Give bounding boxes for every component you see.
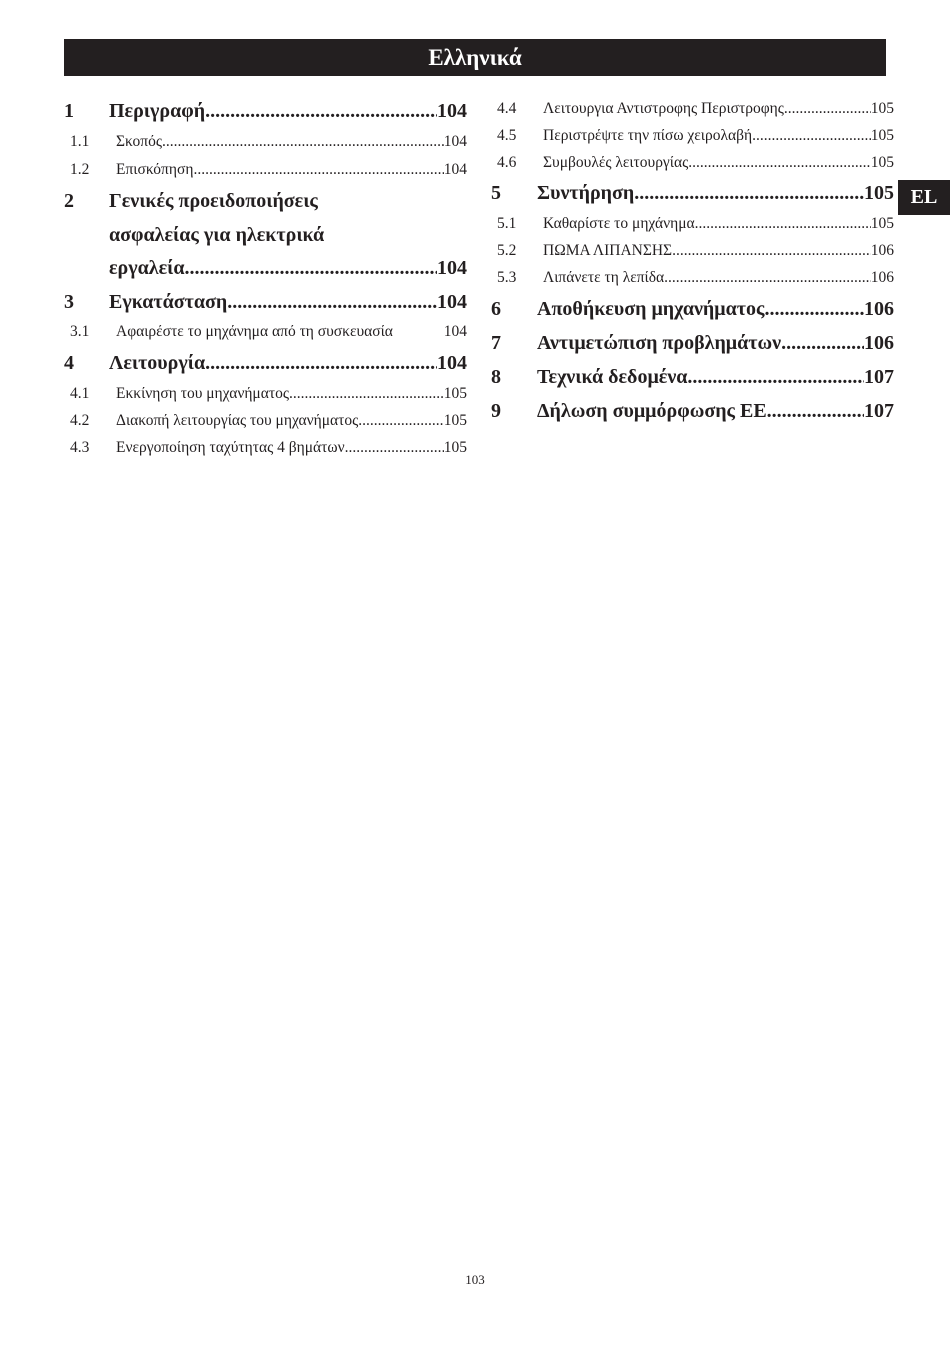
toc-entry-title: Διακοπή λειτουργίας του μηχανήματος bbox=[116, 412, 359, 429]
dot-leader bbox=[752, 124, 871, 148]
dot-leader bbox=[162, 130, 444, 154]
dot-leader bbox=[764, 294, 864, 324]
toc-entry-page: 105 bbox=[870, 154, 894, 171]
toc-entry-number: 1 bbox=[64, 100, 74, 122]
toc-entry-page: 106 bbox=[864, 332, 894, 354]
toc-entry-title: Αντιμετώπιση προβλημάτων bbox=[537, 332, 782, 354]
dot-leader bbox=[634, 178, 864, 208]
toc-entry-page: 107 bbox=[864, 366, 894, 388]
toc-entry-title: Αποθήκευση μηχανήματος bbox=[537, 298, 765, 320]
toc-entry-title: Εκκίνηση του μηχανήματος bbox=[116, 385, 289, 402]
toc-entry-page: 105 bbox=[870, 215, 894, 232]
toc-entry-page: 105 bbox=[870, 127, 894, 144]
toc-entry-page: 107 bbox=[864, 400, 894, 422]
toc-entry-title: Δήλωση συμμόρφωσης ΕΕ bbox=[537, 400, 767, 422]
toc-entry-page: 104 bbox=[443, 323, 467, 340]
toc-entry-page: 104 bbox=[437, 352, 467, 374]
toc-entry[interactable] bbox=[64, 186, 467, 283]
toc-subentry[interactable] bbox=[64, 409, 467, 433]
toc-subentry[interactable] bbox=[491, 124, 894, 148]
toc-subentry[interactable] bbox=[64, 130, 467, 154]
toc-entry-line bbox=[64, 220, 467, 250]
toc-entry-page: 104 bbox=[443, 133, 467, 150]
toc-entry-number: 5 bbox=[491, 182, 501, 204]
toc-entry[interactable] bbox=[491, 178, 894, 208]
dot-leader bbox=[687, 362, 864, 392]
toc-entry[interactable] bbox=[491, 294, 894, 324]
toc-entry-title: Περιστρέψτε την πίσω χειρολαβή bbox=[543, 127, 753, 144]
toc-entry-number: 4.5 bbox=[497, 127, 517, 144]
toc-entry[interactable] bbox=[64, 287, 467, 317]
toc-entry-page: 105 bbox=[443, 412, 467, 429]
toc-entry-number: 1.2 bbox=[70, 161, 90, 178]
toc-entry-title: Περιγραφή bbox=[109, 100, 206, 122]
page-title: Ελληνικά bbox=[428, 45, 522, 70]
dot-leader bbox=[227, 287, 437, 317]
toc-entry-number: 6 bbox=[491, 298, 501, 320]
toc-entry-number: 3.1 bbox=[70, 323, 90, 340]
dot-leader bbox=[688, 151, 871, 175]
toc-entry-title: Αφαιρέστε το μηχάνημα από τη συσκευασία bbox=[116, 323, 393, 340]
toc-subentry[interactable] bbox=[491, 212, 894, 236]
dot-leader bbox=[185, 253, 438, 283]
toc-entry-title: Λειτουργια Αντιστροφης Περιστροφης bbox=[543, 100, 784, 117]
toc-entry-title: Εγκατάσταση bbox=[109, 291, 228, 313]
toc-entry-number: 4.4 bbox=[497, 100, 517, 117]
toc-entry-number: 8 bbox=[491, 366, 501, 388]
toc-column-right bbox=[491, 0, 894, 480]
dot-leader bbox=[193, 158, 443, 182]
toc-entry-line bbox=[64, 253, 467, 283]
toc-entry-title: Συντήρηση bbox=[537, 182, 635, 204]
toc-column-left bbox=[64, 0, 467, 480]
toc-entry-number: 4.2 bbox=[70, 412, 90, 429]
toc-entry-title: ασφαλείας για ηλεκτρικά bbox=[109, 224, 325, 246]
toc-entry-line bbox=[64, 186, 467, 216]
toc-entry-page: 105 bbox=[443, 439, 467, 456]
dot-leader bbox=[345, 436, 444, 460]
toc-entry-number: 2 bbox=[64, 190, 74, 212]
toc-entry-number: 5.2 bbox=[497, 242, 517, 259]
toc-entry[interactable] bbox=[491, 362, 894, 392]
dot-leader bbox=[672, 239, 871, 263]
toc-entry-page: 105 bbox=[870, 100, 894, 117]
toc-entry-title: Λιπάνετε τη λεπίδα bbox=[543, 269, 665, 286]
toc-entry-page: 104 bbox=[443, 161, 467, 178]
toc-entry-title: Τεχνικά δεδομένα bbox=[537, 366, 688, 388]
toc-entry-title: Ενεργοποίηση ταχύτητας 4 βημάτων bbox=[116, 439, 345, 456]
toc-entry-number: 5.3 bbox=[497, 269, 517, 286]
toc-entry-number: 4.6 bbox=[497, 154, 517, 171]
toc-entry-number: 9 bbox=[491, 400, 501, 422]
toc-subentry[interactable] bbox=[64, 436, 467, 460]
toc-entry-title: Επισκόπηση bbox=[116, 161, 194, 178]
dot-leader bbox=[289, 382, 444, 406]
toc-entry[interactable] bbox=[64, 96, 467, 126]
toc-entry-number: 4.1 bbox=[70, 385, 90, 402]
toc-subentry[interactable] bbox=[491, 266, 894, 290]
toc-entry-page: 104 bbox=[437, 257, 467, 279]
toc-entry-page: 104 bbox=[437, 100, 467, 122]
dot-leader bbox=[664, 266, 871, 290]
toc-entry-title: Καθαρίστε το μηχάνημα bbox=[543, 215, 695, 232]
toc-entry-page: 106 bbox=[870, 269, 894, 286]
toc-subentry[interactable] bbox=[64, 320, 467, 344]
toc-entry[interactable] bbox=[491, 396, 894, 426]
dot-leader bbox=[358, 409, 443, 433]
dot-leader bbox=[695, 212, 871, 236]
toc-entry-number: 3 bbox=[64, 291, 74, 313]
toc-entry-title: εργαλεία bbox=[109, 257, 185, 279]
toc-entry-title: ΠΩΜΑ ΛΙΠΑΝΣΗΣ bbox=[543, 242, 673, 259]
toc-entry-page: 105 bbox=[443, 385, 467, 402]
toc-subentry[interactable] bbox=[491, 239, 894, 263]
page-number: 103 bbox=[465, 1272, 485, 1287]
toc-entry-number: 4 bbox=[64, 352, 74, 374]
toc-entry-number: 7 bbox=[491, 332, 501, 354]
toc-entry[interactable] bbox=[491, 328, 894, 358]
dot-leader bbox=[784, 97, 871, 121]
dot-leader bbox=[205, 96, 437, 126]
toc-entry-title: Λειτουργία bbox=[109, 352, 206, 374]
toc-subentry[interactable] bbox=[491, 151, 894, 175]
language-tab bbox=[898, 180, 950, 215]
toc-entry[interactable] bbox=[64, 348, 467, 378]
toc-entry-page: 106 bbox=[864, 298, 894, 320]
toc-subentry[interactable] bbox=[491, 97, 894, 121]
toc-entry-title: Γενικές προειδοποιήσεις bbox=[109, 190, 318, 212]
toc-entry-title: Συμβουλές λειτουργίας bbox=[543, 154, 689, 171]
dot-leader bbox=[781, 328, 864, 358]
toc-subentry[interactable] bbox=[64, 382, 467, 406]
toc-entry-number: 1.1 bbox=[70, 133, 90, 150]
dot-leader bbox=[767, 396, 864, 426]
dot-leader bbox=[205, 348, 437, 378]
language-tab-label: EL bbox=[910, 186, 938, 208]
toc-subentry[interactable] bbox=[64, 158, 467, 182]
toc-entry-number: 5.1 bbox=[497, 215, 517, 232]
toc-entry-page: 106 bbox=[870, 242, 894, 259]
toc-entry-number: 4.3 bbox=[70, 439, 90, 456]
toc-entry-page: 104 bbox=[437, 291, 467, 313]
toc-entry-title: Σκοπός bbox=[116, 133, 162, 150]
toc-entry-page: 105 bbox=[864, 182, 894, 204]
